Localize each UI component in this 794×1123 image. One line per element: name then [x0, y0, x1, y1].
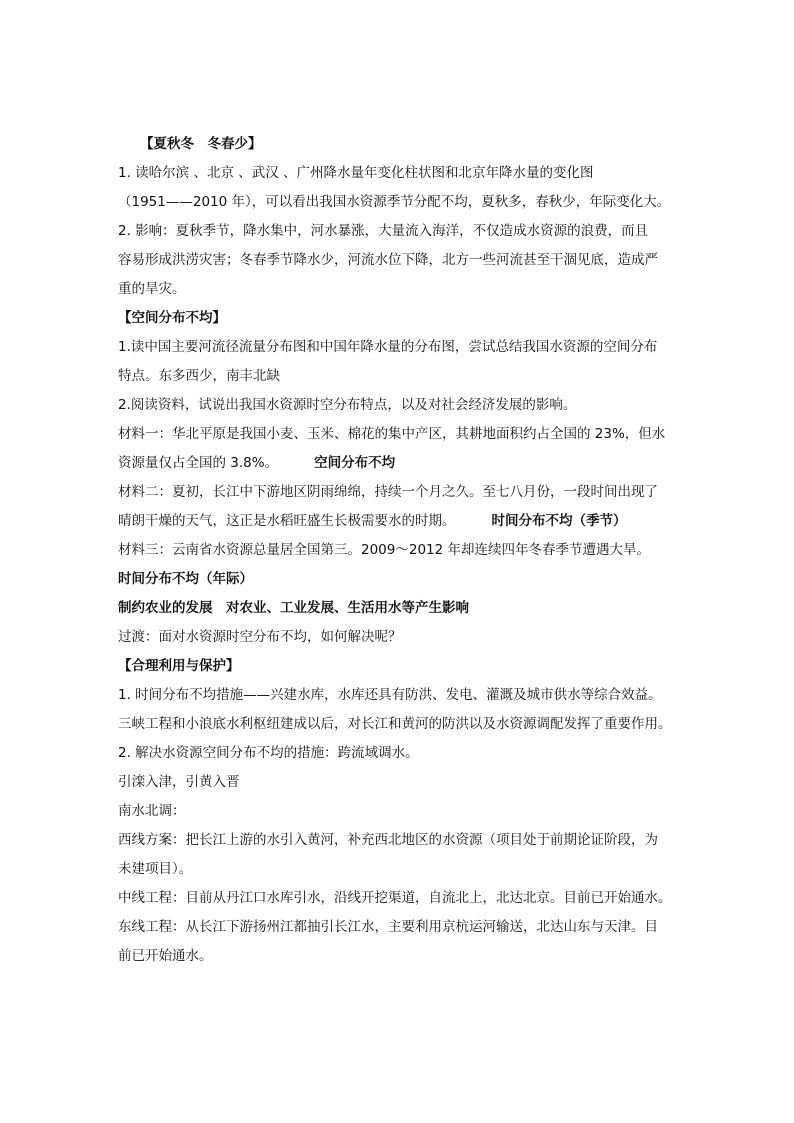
- line-text: 特点。东多西少，南丰北缺: [118, 368, 280, 384]
- text-line: [118, 217, 688, 246]
- section-heading: [118, 652, 688, 681]
- line-text: 引滦入津，引黄入晋: [118, 774, 240, 790]
- line-text: 时间分布不均（年际）: [118, 571, 253, 587]
- annotation-tag: 空间分布不均: [314, 455, 396, 471]
- line-text: 晴朗干燥的天气，这正是水稻旺盛生长极需要水的时期。: [118, 513, 456, 529]
- line-text: 2. 影响：夏秋季节，降水集中，河水暴涨，大量流入海洋，不仅造成水资源的浪费，而且: [118, 223, 649, 239]
- line-text: 未建项目）。: [118, 861, 193, 877]
- text-line: [118, 768, 688, 797]
- text-line: [118, 391, 688, 420]
- text-line: [118, 449, 688, 478]
- text-line: [118, 333, 688, 362]
- text-line: [118, 942, 688, 971]
- line-text: 2. 解决水资源空间分布不均的措施：跨流域调水。: [118, 745, 419, 761]
- line-text: 【空间分布不均】: [118, 310, 226, 326]
- line-text: 南水北调：: [118, 803, 186, 819]
- line-text: 材料二：夏初，长江中下游地区阴雨绵绵，持续一个月之久。至七八月份，一段时间出现了: [118, 484, 658, 500]
- line-text: 【夏秋冬 冬春少】: [140, 136, 262, 152]
- line-text: 容易形成洪涝灾害；冬春季节降水少，河流水位下降，北方一些河流甚至干涸见底，造成严: [118, 252, 658, 268]
- line-text: 1. 时间分布不均措施——兴建水库，水库还具有防洪、发电、灌溉及城市供水等综合效益。: [118, 687, 662, 703]
- line-text: 1.读中国主要河流径流量分布图和中国年降水量的分布图，尝试总结我国水资源的空间分布: [118, 339, 658, 355]
- text-line: [118, 884, 688, 913]
- section-heading: [118, 130, 688, 159]
- annotation-tag: 时间分布不均（季节）: [491, 513, 627, 529]
- line-text: 制约农业的发展 对农业、工业发展、生活用水等产生影响: [118, 600, 469, 616]
- line-text: 三峡工程和小浪底水利枢纽建成以后，对长江和黄河的防洪以及水资源调配发挥了重要作用。: [118, 716, 672, 732]
- text-line: [118, 478, 688, 507]
- document-body: [118, 130, 688, 971]
- section-heading: [118, 304, 688, 333]
- line-text: 2.阅读资料，试说出我国水资源时空分布特点，以及对社会经济发展的影响。: [118, 397, 577, 413]
- line-text: 资源量仅占全国的 3.8%。: [118, 455, 279, 471]
- text-line: [118, 507, 688, 536]
- text-line: [118, 275, 688, 304]
- line-text: 中线工程：目前从丹江口水库引水，沿线开挖渠道，自流北上，北达北京。目前已开始通水。: [118, 890, 672, 906]
- line-text: （1951——2010 年），可以看出我国水资源季节分配不均，夏秋多，春秋少，年际变化大。: [118, 194, 671, 210]
- line-text: 1. 读哈尔滨 、北京 、武汉 、广州降水量年变化柱状图和北京年降水量的变化图: [118, 165, 594, 181]
- text-line: [118, 623, 688, 652]
- text-line: [118, 681, 688, 710]
- line-text: 【合理利用与保护】: [118, 658, 240, 674]
- line-text: 前已开始通水。: [118, 948, 213, 964]
- text-line: [118, 826, 688, 855]
- text-line: [118, 855, 688, 884]
- text-line: [118, 246, 688, 275]
- text-line: [118, 188, 688, 217]
- text-line: [118, 362, 688, 391]
- line-text: 材料一：华北平原是我国小麦、玉米、棉花的集中产区，其耕地面积约占全国的 23%，但水: [118, 426, 666, 442]
- text-line: [118, 913, 688, 942]
- section-heading: [118, 594, 688, 623]
- line-text: 重的旱灾。: [118, 281, 186, 297]
- line-text: 过渡：面对水资源时空分布不均，如何解决呢？: [118, 629, 402, 645]
- line-text: 西线方案：把长江上游的水引入黄河，补充西北地区的水资源（项目处于前期论证阶段，为: [118, 832, 658, 848]
- text-line: [118, 710, 688, 739]
- text-line: [118, 797, 688, 826]
- text-line: [118, 536, 688, 565]
- line-text: 材料三：云南省水资源总量居全国第三。2009～2012 年却连续四年冬春季节遭遇大旱。: [118, 542, 651, 558]
- line-text: 东线工程：从长江下游扬州江都抽引长江水，主要利用京杭运河输送，北达山东与天津。目: [118, 919, 658, 935]
- text-line: [118, 420, 688, 449]
- text-line: [118, 739, 688, 768]
- section-heading: [118, 565, 688, 594]
- text-line: [118, 159, 688, 188]
